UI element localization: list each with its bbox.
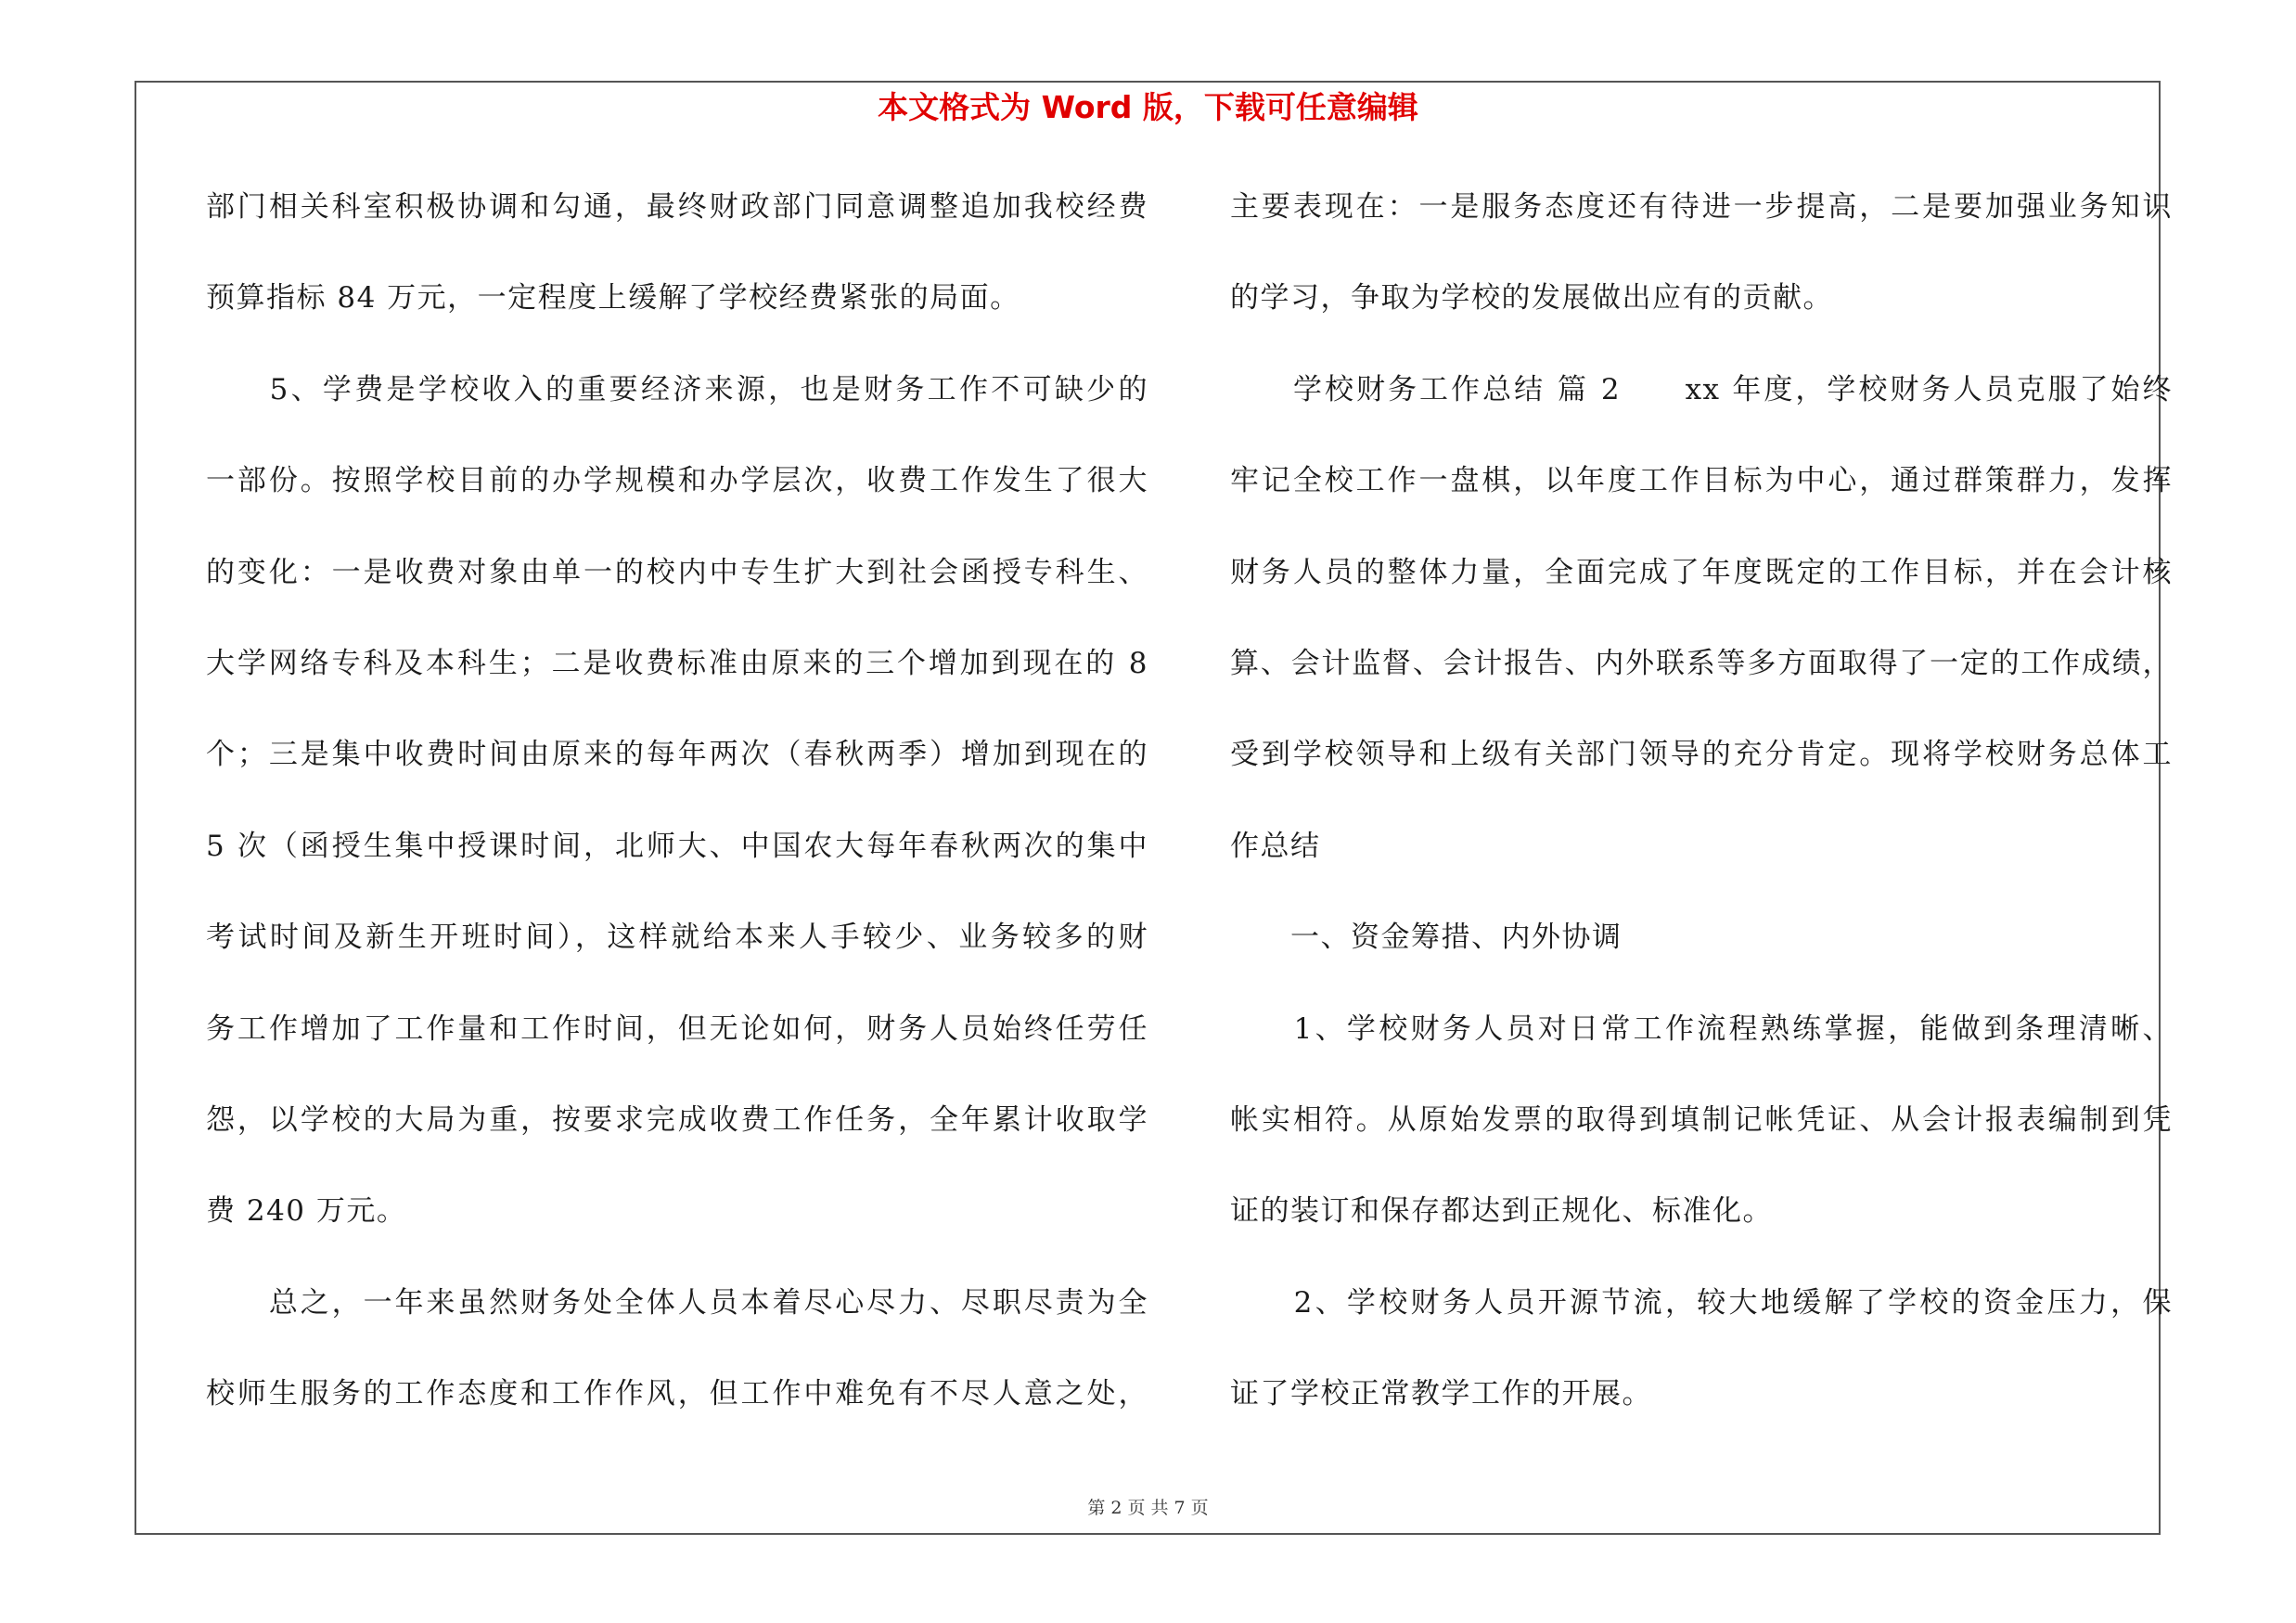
text-line: 总之，一年来虽然财务处全体人员本着尽心尽力、尽职尽责为全 [206,1285,1148,1320]
text-line: 务工作增加了工作量和工作时间，但无论如何，财务人员始终任劳任 [206,1011,1148,1046]
text-line: 一部份。按照学校目前的办学规模和办学层次，收费工作发生了很大 [206,464,1148,498]
left-text-column [206,170,1148,1448]
text-line: 的学习，争取为学校的发展做出应有的贡献。 [1230,281,1833,316]
text-line: 牢记全校工作一盘棋，以年度工作目标为中心，通过群策群力，发挥 [1230,464,2173,498]
text-line: 受到学校领导和上级有关部门领导的充分肯定。现将学校财务总体工 [1230,738,2173,772]
text-line: 个；三是集中收费时间由原来的每年两次（春秋两季）增加到现在的 [206,738,1148,772]
text-line: 考试时间及新生开班时间），这样就给本来人手较少、业务较多的财 [206,921,1148,955]
text-line: 帐实相符。从原始发票的取得到填制记帐凭证、从会计报表编制到凭 [1230,1102,2173,1137]
text-line: 证的装订和保存都达到正规化、标准化。 [1230,1194,1773,1229]
text-line: 怨，以学校的大局为重，按要求完成收费工作任务，全年累计收取学 [206,1102,1148,1137]
text-line: 5、学费是学校收入的重要经济来源，也是财务工作不可缺少的 [206,372,1148,406]
section-heading: 一、资金筹措、内外协调 [1230,921,1623,955]
text-line: 大学网络专科及本科生；二是收费标准由原来的三个增加到现在的 8 [206,646,1148,680]
text-line: 财务人员的整体力量，全面完成了年度既定的工作目标，并在会计核 [1230,555,2173,589]
text-line: 预算指标 84 万元，一定程度上缓解了学校经费紧张的局面。 [206,281,1020,316]
text-line: 证了学校正常教学工作的开展。 [1230,1377,1652,1411]
text-line: 费 240 万元。 [206,1194,407,1229]
word-format-notice: 本文格式为 Word 版，下载可任意编辑 [878,89,1418,125]
text-line: 学校财务工作总结 篇 2 xx 年度，学校财务人员克服了始终 [1230,372,2173,406]
text-line: 的变化：一是收费对象由单一的校内中专生扩大到社会函授专科生、 [206,555,1148,589]
text-line: 校师生服务的工作态度和工作作风，但工作中难免有不尽人意之处， [206,1377,1148,1411]
text-line: 部门相关科室积极协调和勾通，最终财政部门同意调整追加我校经费 [206,190,1148,224]
right-text-column [1230,170,2173,1448]
text-line: 2、学校财务人员开源节流，较大地缓解了学校的资金压力，保 [1230,1285,2173,1320]
text-line: 主要表现在：一是服务态度还有待进一步提高，二是要加强业务知识 [1230,190,2173,224]
text-line: 5 次（函授生集中授课时间，北师大、中国农大每年春秋两次的集中 [206,829,1148,863]
page-number: 第 2 页 共 7 页 [1087,1498,1209,1518]
text-line: 作总结 [1230,829,1321,863]
text-line: 算、会计监督、会计报告、内外联系等多方面取得了一定的工作成绩， [1230,646,2173,680]
text-line: 1、学校财务人员对日常工作流程熟练掌握，能做到条理清晰、 [1230,1011,2173,1046]
